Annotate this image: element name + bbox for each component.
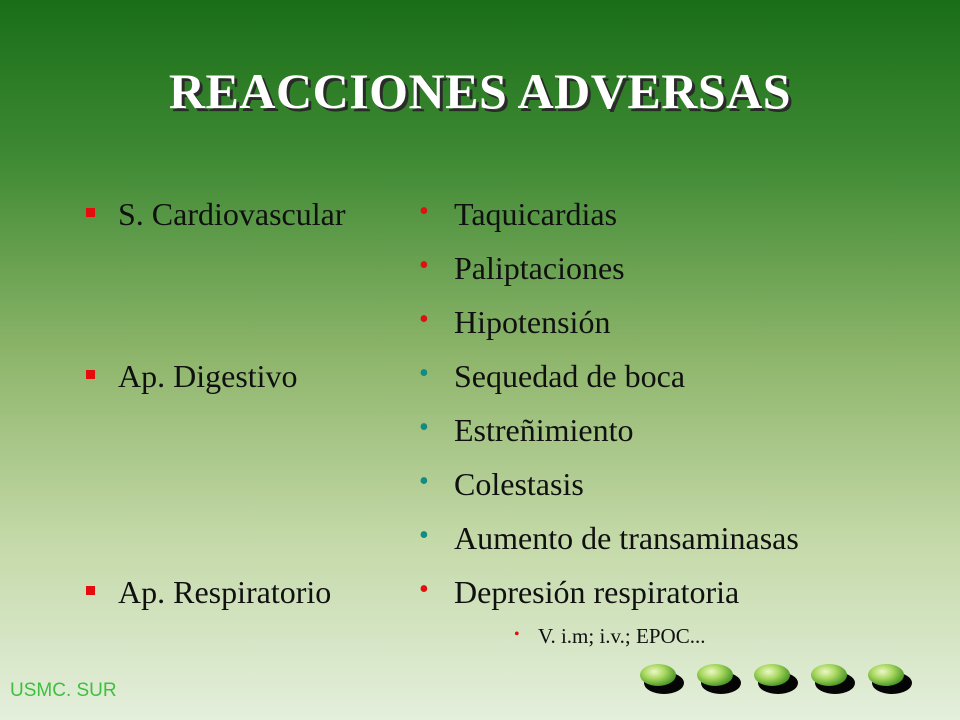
square-bullet-icon [86,208,95,217]
system-item-cardiovascular [86,196,406,236]
round-bullet-icon: • [419,196,429,227]
sub-effect-item [514,624,854,650]
green-oval-icon [754,664,790,686]
round-bullet-icon: • [419,250,429,281]
system-item-digestivo [86,358,406,398]
effect-item [418,574,898,614]
effect-item [418,358,898,398]
round-bullet-icon: • [419,520,429,551]
round-bullet-icon: • [419,466,429,497]
green-oval-icon [697,664,733,686]
green-oval-icon [811,664,847,686]
navigation-buttons [640,664,920,704]
nav-button-1[interactable] [640,664,684,696]
effect-item [418,412,898,452]
nav-button-2[interactable] [697,664,741,696]
effect-label: Paliptaciones [454,250,625,286]
square-bullet-icon [86,586,95,595]
nav-button-3[interactable] [754,664,798,696]
system-item-respiratorio [86,574,406,614]
effect-label: Aumento de transaminasas [454,520,799,556]
system-label: Ap. Digestivo [118,358,298,394]
sub-effect-label: V. i.m; i.v.; EPOC... [538,624,706,648]
effect-label: Depresión respiratoria [454,574,740,610]
effect-item [418,520,898,560]
effect-label: Estreñimiento [454,412,634,448]
round-bullet-icon: • [419,358,429,389]
effect-item [418,466,898,506]
effect-item [418,304,898,344]
nav-button-5[interactable] [868,664,912,696]
effect-label: Colestasis [454,466,584,502]
round-bullet-icon: • [419,412,429,443]
system-label: Ap. Respiratorio [118,574,332,610]
effect-label: Sequedad de boca [454,358,686,394]
round-bullet-icon: • [419,304,429,335]
system-label: S. Cardiovascular [118,196,346,232]
green-oval-icon [868,664,904,686]
effect-label: Taquicardias [454,196,618,232]
effect-item [418,196,898,236]
round-bullet-icon: • [419,574,429,605]
square-bullet-icon [86,370,95,379]
nav-button-4[interactable] [811,664,855,696]
footer-text: USMC. SUR [10,680,117,701]
round-bullet-icon: • [514,626,520,643]
effect-item [418,250,898,290]
slide-title: REACCIONES ADVERSAS [168,63,792,119]
effect-label: Hipotensión [454,304,611,340]
green-oval-icon [640,664,676,686]
